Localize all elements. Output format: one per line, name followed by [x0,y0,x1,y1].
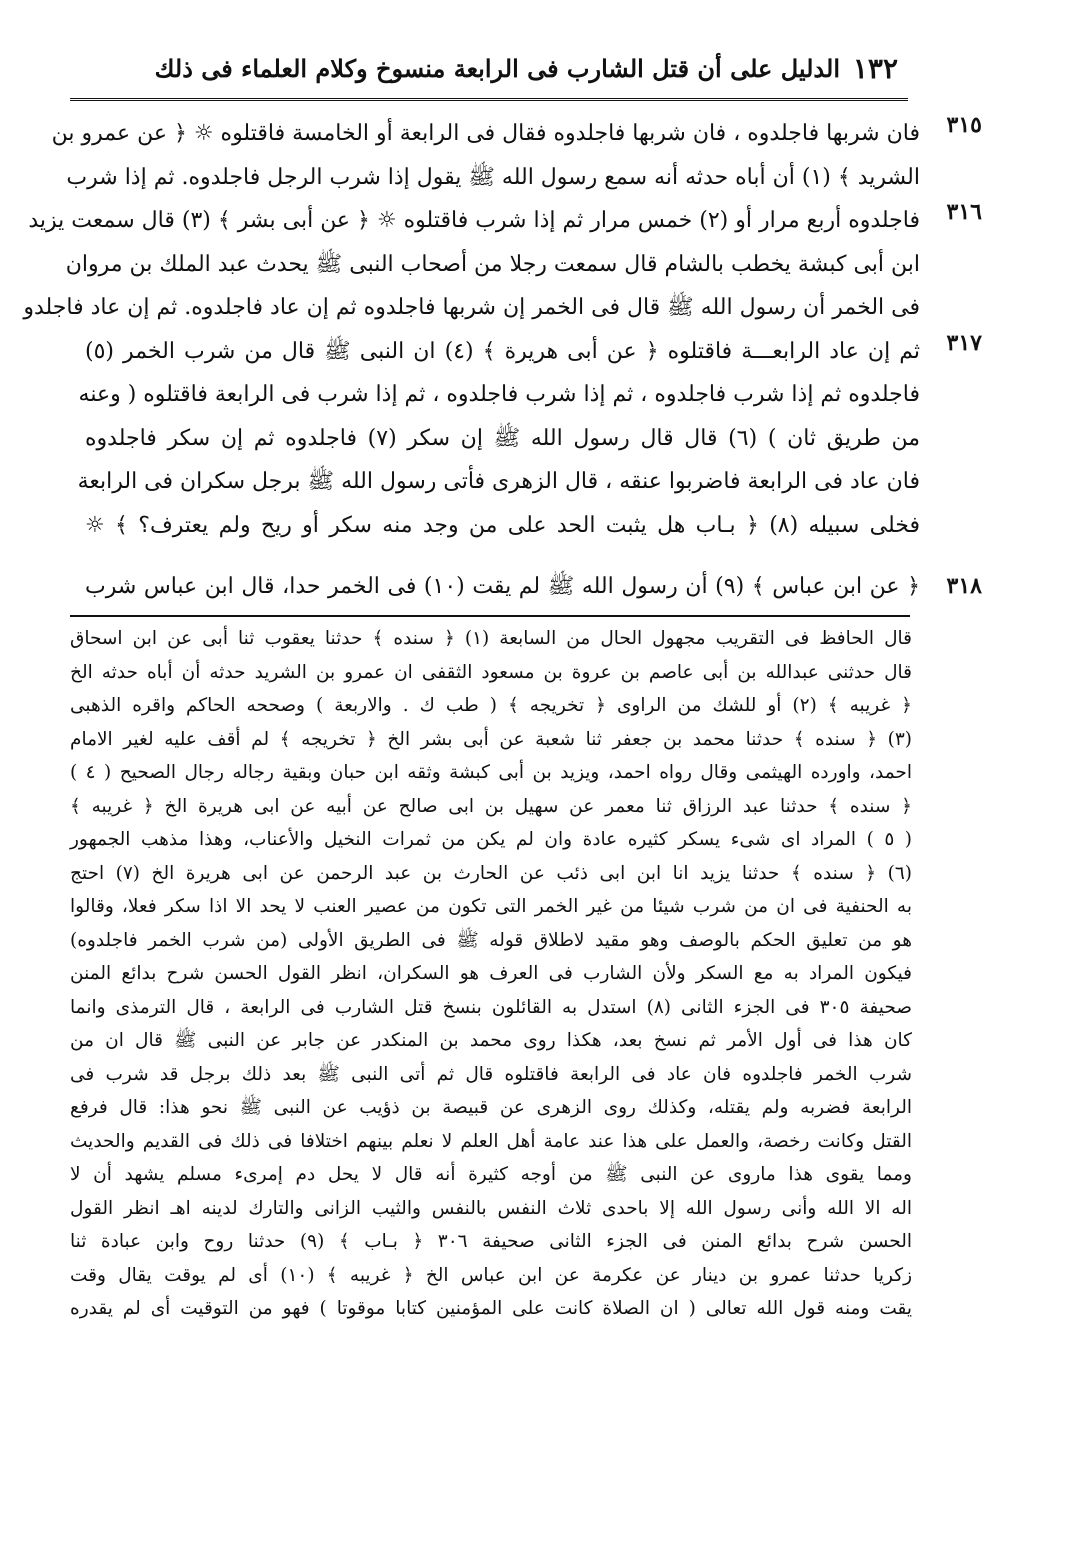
footnote-line: (٣) ﴿ سنده ﴾ حدثنا محمد بن جعفر ثنا شعبة عن أبى بشر الخ ﴿ تخريجه ﴾ لم أقف عليه لغير الامام [70,728,912,750]
main-text [23,112,921,609]
page-header [70,52,990,100]
footnote-line: زكريا حدثنا عمرو بن دينار عن عكرمة عن ابن عباس الخ ﴿ غريبه ﴾ (١٠) أى لم يوقت يقال وقت [70,1264,913,1286]
footnote-line: (٦) ﴿ سنده ﴾ حدثنا يزيد انا ابن ابى ذئب عن الحارث بن عبد الرحمن عن ابى هريرة الخ (٧) احتج [70,862,913,884]
footnote-rule [70,615,910,617]
text-line: فان شربها فاجلدوه ، فان شربها فاجلدوه فقال فى الرابعة أو الخامسة فاقتلوه ☼ ﴿ عن عمرو بن [51,121,920,146]
text-line: الشريد ﴾ (١) أن أباه حدثه أنه سمع رسول الله ﷺ يقول إذا شرب الرجل فاجلدوه. ثم إذا شرب [66,164,920,190]
footnote-line: ومما يقوى هذا ماروى عن النبى ﷺ من أوجه كثيرة أنه قال لا يحل دم إمرىء مسلم يشهد أن لا [70,1164,912,1185]
text-line: فاجلدوه أربع مرار أو (٢) خمس مرار ثم إذا شرب فاقتلوه ☼ ﴿ عن أبى بشر ﴾ (٣) قال سمعت يزيد [28,208,920,233]
text-line: من طريق ثان ) (٦) قال قال رسول الله ﷺ إن سكر (٧) فاجلدوه ثم إن سكر فاجلدوه [85,425,921,451]
text-line: فى الخمر أن رسول الله ﷺ قال فى الخمر إن شربها فاجلدوه ثم إن عاد فاجلدوه. ثم إن عاد فاجلدو [23,295,920,320]
text-line: ثم إن عاد الرابعـــة فاقتلوه ﴿ عن أبى هريرة ﴾ (٤) ان النبى ﷺ قال من شرب الخمر (٥) [85,338,920,364]
footnote-line: ( ٥ ) المراد اى شىء يسكر كثيره عادة وان لم يكن من ثمرات النخيل والأعناب، وهذا مذهب الجمهور [70,829,912,850]
footnote-line: الحسن شرح بدائع المنن فى الجزء الثانى صحيفة ٣٠٦ ﴿ بـاب ﴾ (٩) حدثنا روح وابن عبادة ثنا [70,1231,912,1252]
footnote-line: فيكون المراد به مع السكر ولأن الشارب فى العرف هو السكران، انظر القول الحسن شرح بدائع المنن [70,963,912,984]
hadith-number: ٣١٦ [946,199,982,225]
header-rule [70,98,908,101]
footnote-line: صحيفة ٣٠٥ فى الجزء الثانى (٨) استدل به القائلون بنسخ قتل الشارب فى الرابعة ، قال الترمذى وانما [70,996,912,1018]
footnote-line: قال الحافظ فى التقريب مجهول الحال من السابعة (١) ﴿ سنده ﴾ حدثنا يعقوب ثنا أبى عن ابن اسحاق [70,628,912,649]
text-line: فان عاد فى الرابعة فاضربوا عنقه ، قال الزهرى فأتى رسول الله ﷺ برجل سكران فى الرابعة [77,469,920,494]
text-line [70,547,920,565]
footnote-line: ﴿ سنده ﴾ حدثنا عبد الرزاق ثنا معمر عن سهيل بن ابى صالح عن أبيه عن ابى هريرة الخ ﴿ غريبه ﴾ [70,795,912,817]
footnotes [70,622,912,1326]
text-line: ابن أبى كبشة يخطب بالشام قال سمعت رجلا من أصحاب النبى ﷺ يحدث عبد الملك بن مروان [65,251,920,277]
footnote-line: شرب الخمر فاجلدوه فان عاد فى الرابعة فاقتلوه قال ثم أتى النبى ﷺ بعد ذلك برجل قد شرب فى [70,1063,912,1085]
footnote-line: به الحنفية فى ان من شرب شيئا من غير الخمر التى تكون من عصير العنب لا يحد الا اذا سكر فعلا، وقالوا [70,896,912,917]
footnote-line: احمد، واورده الهيثمى وقال رواه احمد، ويزيد بن أبى كبشة وثقه ابن حبان وبقية رجاله رجال الصحيح ( ٤ ) [70,762,912,783]
footnote-line: كان هذا فى أول الأمر ثم نسخ بعد، هكذا روى محمد بن المنكدر عن جابر عن النبى ﷺ قال ان من [70,1030,912,1051]
running-title: الدليل على أن قتل الشارب فى الرابعة منسوخ وكلام العلماء فى ذلك [154,54,840,83]
footnote-line: قال حدثنى عبدالله بن أبى عاصم بن عروة بن مسعود الثقفى ان عمرو بن الشريد حدثه أن أباه حدثه الخ [70,661,912,683]
hadith-number: ٣١٨ [946,573,982,599]
footnote-line: ﴿ غريبه ﴾ (٢) أو للشك من الراوى ﴿ تخريجه ﴾ ( طب ك . والاربعة ) وصححه الحاكم واقره الذهبى [70,695,913,716]
footnote-line: يقت ومنه قول الله تعالى ( ان الصلاة كانت على المؤمنين كتابا موقوتا ) فهو من التوقيت أى لم يقدره [70,1298,912,1319]
hadith-number: ٣١٥ [946,112,982,138]
page-number: ١٣٢ [852,52,898,85]
text-line: فاجلدوه ثم إذا شرب فاجلدوه ، ثم إذا شرب فاجلدوه ، ثم إذا شرب فى الرابعة فاقتلوه ( وعنه [78,382,920,407]
footnote-line: هو من تعليق الحكم بالوصف وهو مقيد لاطلاق قوله ﷺ فى الطريق الأولى (من شرب الخمر فاجلدوه) [70,929,912,951]
hadith-number: ٣١٧ [946,330,982,356]
footnote-line: الرابعة فضربه ولم يقتله، وكذلك روى الزهرى عن قبيصة بن ذؤيب عن النبى ﷺ نحو هذا: قال فرفع [70,1097,912,1118]
footnote-line: القتل وكانت رخصة، والعمل على هذا عند عامة أهل العلم لا نعلم بينهم اختلافا فى ذلك فى القديم والحديث [70,1130,912,1152]
footnote-line: اله الا الله وأنى رسول الله إلا باحدى ثلاث النفس بالنفس والثيب الزانى والتارك لدينه اهـ انظر القول [70,1197,912,1219]
text-line: فخلى سبيله (٨) ﴿ بـاب هل يثبت الحد على من وجد منه سكر أو ريح ولم يعترف؟ ﴾ ☼ [85,512,920,538]
text-line: ﴿ عن ابن عباس ﴾ (٩) أن رسول الله ﷺ لم يقت (١٠) فى الخمر حدا، قال ابن عباس شرب [85,574,921,599]
